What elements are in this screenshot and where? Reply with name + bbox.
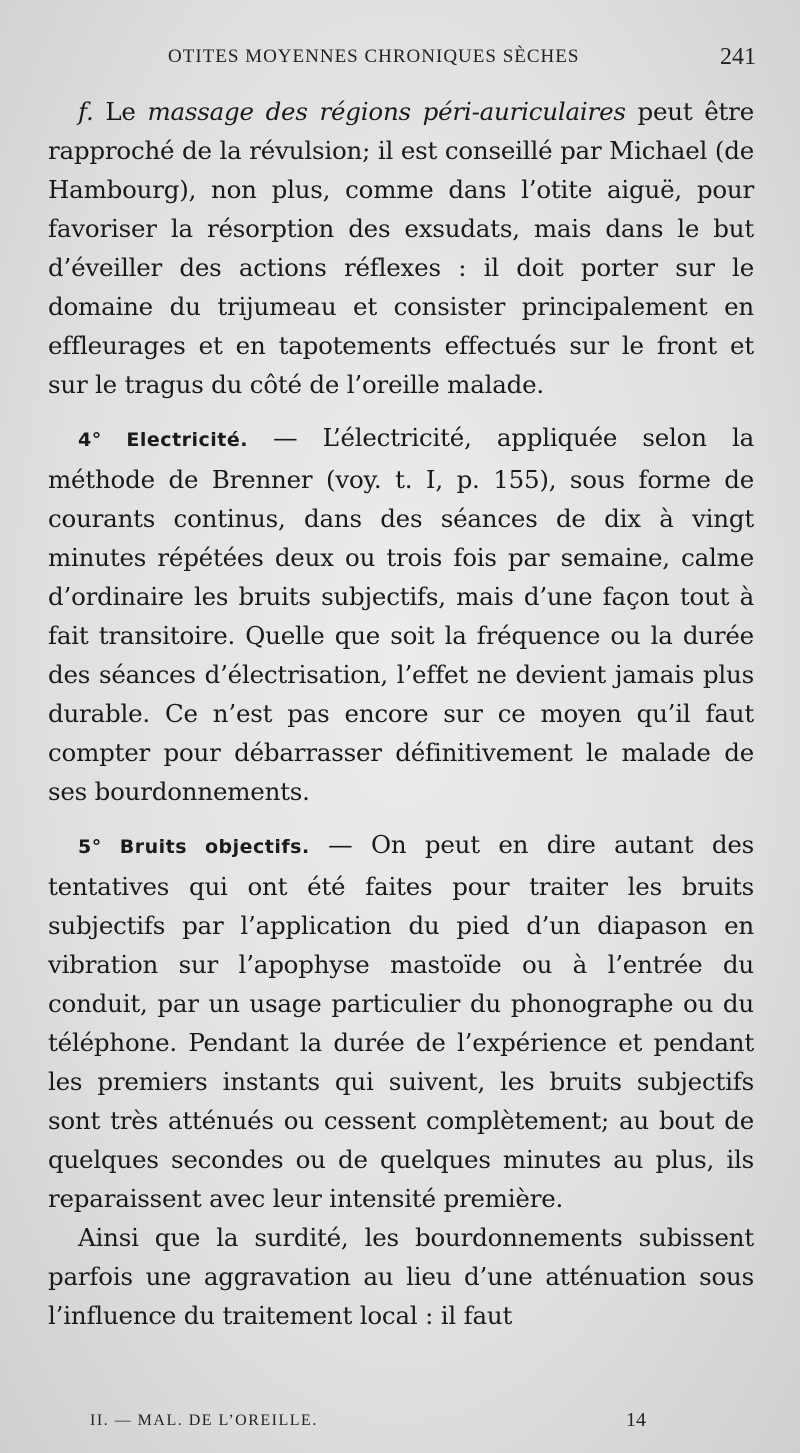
section-heading: 5° Bruits objectifs. xyxy=(78,836,310,858)
signature-number: 14 xyxy=(626,1409,646,1431)
paragraph-massage xyxy=(48,92,754,404)
signature-mark: II. — MAL. DE L’OREILLE. xyxy=(90,1412,318,1429)
paragraph-surdite xyxy=(48,1218,754,1335)
page-footer xyxy=(0,1409,800,1438)
paragraph-electricite xyxy=(48,418,754,811)
paragraph-text: — L’électricité, appliquée selon la méthode de Brenner (voy. t. I, p. 155), sous forme de courants continus, dans des séances de dix à vingt minutes répétées deux ou trois fois par semaine, calme d’ordinaire les bruits subjectifs, mais d’une façon tout à fait transitoire. Quelle que soit la fréquence ou la durée des séances d’électrisation, l’effet ne devient jamais plus durable. Ce n’est pas encore sur ce moyen qu’il faut compter pour débarrasser définitivement le malade de ses bourdonnements. xyxy=(48,423,755,806)
paragraph-text: peut être rapproché de la révulsion; il est conseillé par Michael (de Hambourg), non plus, comme dans l’otite aiguë, pour favoriser la résorption des exsudats, mais dans le but d’éveiller des actions réflexes : il doit porter sur le domaine du trijumeau et consister principalement en effleurages et en tapotements effectués sur le front et sur le tragus du côté de l’oreille malade. xyxy=(48,97,754,399)
section-heading: 4° Electricité. xyxy=(78,429,248,451)
paragraph-title-prefix: Le xyxy=(105,97,148,126)
body-text xyxy=(48,92,754,1335)
running-title: OTITES MOYENNES CHRONIQUES SÈCHES xyxy=(168,46,580,67)
paragraph-text: — On peut en dire autant des tentatives qui ont été faites pour traiter les bruits subjectifs par l’application du pied d’un diapason en vibration sur l’apophyse mastoïde ou à l’entrée du conduit, par un usage particulier du phonographe ou du téléphone. Pendant la durée de l’expérience et pendant les premiers instants qui suivent, les bruits subjectifs sont très atténués ou cessent complètement; au bout de quelques secondes ou de quelques minutes au plus, ils reparaissent avec leur intensité première. xyxy=(48,830,754,1213)
paragraph-title: massage des régions péri-auriculaires xyxy=(147,97,626,126)
page-header xyxy=(0,44,800,74)
page-number: 241 xyxy=(720,44,756,70)
item-letter: f. xyxy=(78,97,94,126)
paragraph-text: Ainsi que la surdité, les bourdonnements subissent parfois une aggravation au lieu d’une atténuation sous l’influence du traitement local : il faut xyxy=(48,1223,754,1330)
paragraph-bruits-objectifs xyxy=(48,825,754,1218)
